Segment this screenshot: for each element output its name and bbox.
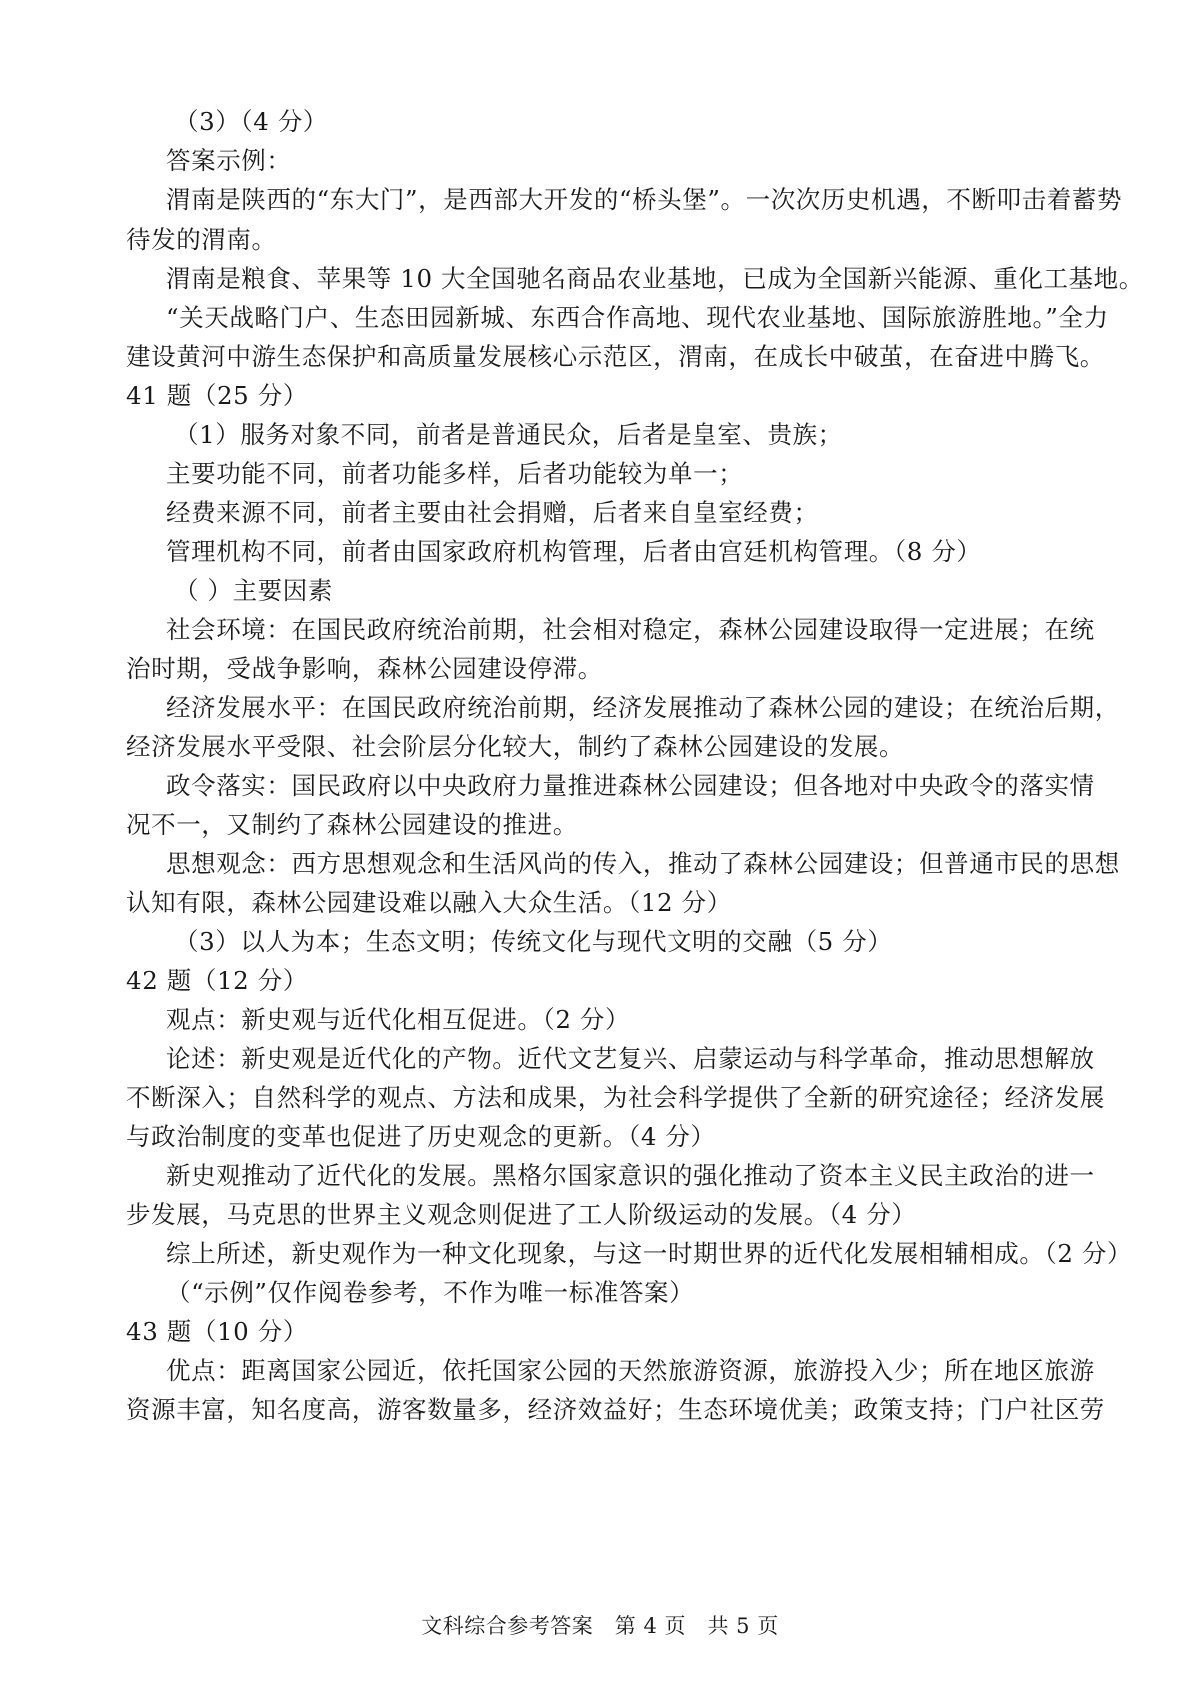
paragraph-line: 思想观念：西方思想观念和生活风尚的传入，推动了森林公园建设；但普通市民的思想 <box>166 849 1120 878</box>
paragraph-line: 与政治制度的变革也促进了历史观念的更新。（4 分） <box>126 1122 716 1151</box>
paragraph-line: 经济发展水平：在国民政府统治前期，经济发展推动了森林公园的建设；在统治后期， <box>166 693 1120 722</box>
answer-example-label: 答案示例： <box>166 146 292 175</box>
paragraph-line: 社会环境：在国民政府统治前期，社会相对稳定，森林公园建设取得一定进展；在统 <box>166 615 1095 644</box>
paragraph-line: 观点：新史观与近代化相互促进。（2 分） <box>166 1005 631 1034</box>
question-42-heading: 42 题（12 分） <box>126 966 308 995</box>
paragraph-line: 管理机构不同，前者由国家政府机构管理，后者由宫廷机构管理。（8 分） <box>166 537 982 566</box>
paragraph-line: 况不一，又制约了森林公园建设的推进。 <box>126 810 578 839</box>
paragraph-line: （3）以人为本；生态文明；传统文化与现代文明的交融（5 分） <box>174 927 893 956</box>
paragraph-line: 优点：距离国家公园近，依托国家公园的天然旅游资源，旅游投入少；所在地区旅游 <box>166 1356 1095 1385</box>
paragraph-line: 待发的渭南。 <box>126 225 277 254</box>
paragraph-line: 新史观推动了近代化的发展。黑格尔国家意识的强化推动了资本主义民主政治的进一 <box>166 1161 1095 1190</box>
section-3-heading: （3）（4 分） <box>174 107 329 136</box>
paragraph-line: 不断深入；自然科学的观点、方法和成果，为社会科学提供了全新的研究途径；经济发展 <box>126 1083 1105 1112</box>
question-41-heading: 41 题（25 分） <box>126 381 308 410</box>
paragraph-line: 渭南是陕西的“东大门”，是西部大开发的“桥头堡”。一次次历史机遇，不断叩击着蓄势 <box>166 185 1123 214</box>
paragraph-line: 步发展，马克思的世界主义观念则促进了工人阶级运动的发展。（4 分） <box>126 1200 917 1229</box>
paragraph-line: “关天战略门户、生态田园新城、东西合作高地、现代农业基地、国际旅游胜地。”全力 <box>166 303 1109 332</box>
paragraph-line: 治时期，受战争影响，森林公园建设停滞。 <box>126 654 603 683</box>
note-line: （“示例”仅作阅卷参考，不作为唯一标准答案） <box>166 1278 695 1307</box>
paragraph-line: 建设黄河中游生态保护和高质量发展核心示范区，渭南，在成长中破茧，在奋进中腾飞。 <box>126 342 1105 371</box>
paragraph-line: 资源丰富，知名度高，游客数量多，经济效益好；生态环境优美；政策支持；门户社区劳 <box>126 1395 1105 1424</box>
paragraph-line: 综上所述，新史观作为一种文化现象，与这一时期世界的近代化发展相辅相成。（2 分） <box>166 1239 1133 1268</box>
paragraph-line: 政令落实：国民政府以中央政府力量推进森林公园建设；但各地对中央政令的落实情 <box>166 771 1095 800</box>
paragraph-line: 论述：新史观是近代化的产物。近代文艺复兴、启蒙运动与科学革命，推动思想解放 <box>166 1044 1095 1073</box>
paragraph-line: 主要功能不同，前者功能多样，后者功能较为单一； <box>166 459 744 488</box>
paragraph-line: 经济发展水平受限、社会阶层分化较大，制约了森林公园建设的发展。 <box>126 732 905 761</box>
paragraph-line: （1）服务对象不同，前者是普通民众，后者是皇室、贵族； <box>174 420 843 449</box>
subsection-heading: （ ）主要因素 <box>174 576 333 605</box>
paragraph-line: 认知有限，森林公园建设难以融入大众生活。（12 分） <box>126 888 732 917</box>
question-43-heading: 43 题（10 分） <box>126 1317 308 1346</box>
paragraph-line: 渭南是粮食、苹果等 10 大全国驰名商品农业基地，已成为全国新兴能源、重化工基地。 <box>166 264 1144 293</box>
paragraph-line: 经费来源不同，前者主要由社会捐赠，后者来自皇室经费； <box>166 498 819 527</box>
page-footer: 文科综合参考答案 第 4 页 共 5 页 <box>421 1614 779 1638</box>
